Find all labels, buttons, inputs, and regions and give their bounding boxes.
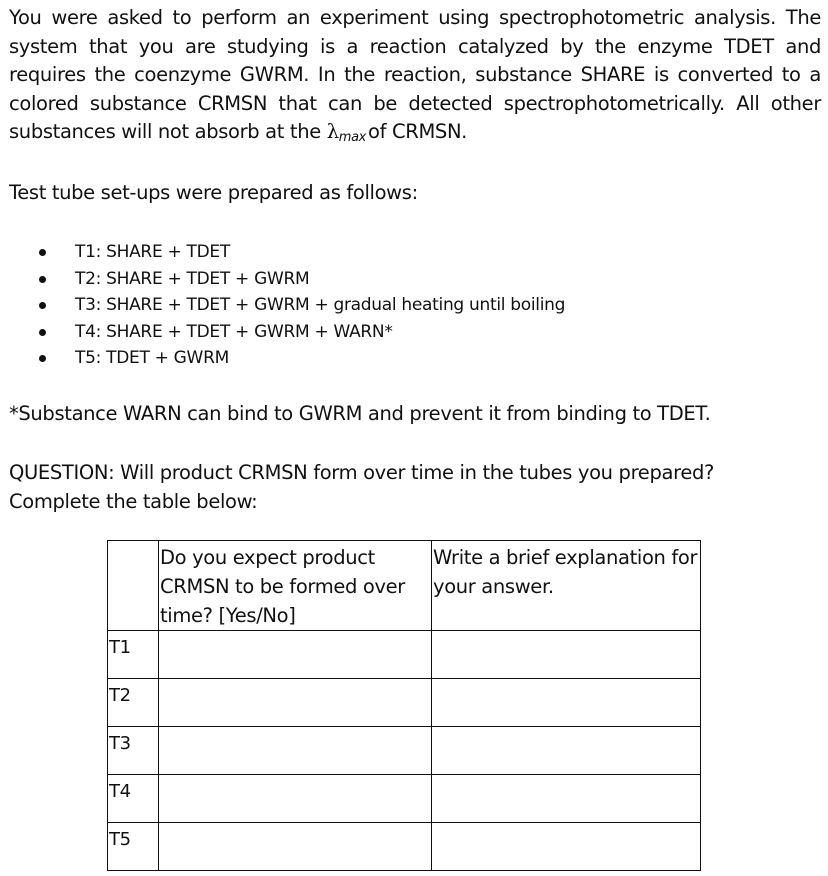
- bullet-icon: [39, 355, 46, 362]
- tube-item: [9, 266, 565, 293]
- row-label-cell: [108, 727, 159, 775]
- explanation-answer-cell[interactable]: [432, 727, 701, 775]
- question: [9, 458, 714, 516]
- bullet-icon: [39, 302, 46, 309]
- explanation-answer-cell[interactable]: [432, 823, 701, 871]
- tube-list: [9, 239, 565, 372]
- table-header-row: [108, 541, 701, 631]
- expect-answer-cell[interactable]: [159, 823, 432, 871]
- expect-answer-cell[interactable]: [159, 775, 432, 823]
- table-row: [108, 823, 701, 871]
- tube-item: [9, 345, 565, 372]
- row-label: T2: [109, 685, 131, 706]
- header-empty-cell: [108, 541, 159, 631]
- tube-text: T3: SHARE + TDET + GWRM + gradual heating until boiling: [75, 295, 566, 315]
- row-label-cell: [108, 823, 159, 871]
- table-row: [108, 775, 701, 823]
- tube-text: T2: SHARE + TDET + GWRM: [75, 268, 310, 289]
- row-label: T4: [109, 781, 131, 802]
- row-label: T3: [109, 733, 131, 754]
- row-label: T1: [109, 637, 131, 658]
- tube-text: T1: SHARE + TDET: [75, 242, 230, 262]
- setup-heading: Test tube set-ups were prepared as follows:: [9, 181, 418, 204]
- table-row: [108, 631, 701, 679]
- question-instruction: Complete the table below:: [9, 490, 258, 513]
- tube-text: T5: TDET + GWRM: [75, 348, 229, 368]
- bullet-icon: [39, 249, 46, 256]
- tube-item: [9, 319, 565, 346]
- expect-answer-cell[interactable]: [159, 679, 432, 727]
- intro-text-end: of CRMSN.: [368, 120, 468, 144]
- lambda-symbol: λ: [326, 120, 339, 144]
- row-label-cell: [108, 631, 159, 679]
- question-line: QUESTION: Will product CRMSN form over time in the tubes you prepared?: [9, 461, 714, 484]
- row-label-cell: [108, 679, 159, 727]
- header-expect-text: Do you expect product CRMSN to be formed over time? [Yes/No]: [160, 546, 405, 627]
- footnote: *Substance WARN can bind to GWRM and prevent it from binding to TDET.: [9, 402, 711, 425]
- answer-table: [107, 540, 701, 871]
- table-row: [108, 727, 701, 775]
- explanation-answer-cell[interactable]: [432, 775, 701, 823]
- explanation-answer-cell[interactable]: [432, 679, 701, 727]
- intro-text: You were asked to perform an experiment using spectrophotometric analysis. The system that you are studying is a reaction catalyzed by the enzyme TDET and requires the coenzyme GWRM. In the reaction, substance SHARE is converted to a colored substance CRMSN that can be detected spectrophotometrically. All other substances will not absorb at the: [9, 6, 821, 144]
- header-explain-cell: [432, 541, 701, 631]
- explanation-answer-cell[interactable]: [432, 631, 701, 679]
- bullet-icon: [39, 276, 46, 283]
- lambda-subscript: max: [338, 130, 367, 146]
- expect-answer-cell[interactable]: [159, 631, 432, 679]
- intro-paragraph: [9, 4, 821, 153]
- row-label: T5: [109, 829, 131, 850]
- tube-item: [9, 292, 565, 319]
- document: [9, 4, 821, 513]
- expect-answer-cell[interactable]: [159, 727, 432, 775]
- tube-item: [9, 239, 565, 266]
- table-row: [108, 679, 701, 727]
- tube-text: T4: SHARE + TDET + GWRM + WARN*: [75, 321, 393, 342]
- header-explain-text: Write a brief explanation for your answer.: [433, 546, 698, 598]
- bullet-icon: [39, 329, 46, 336]
- row-label-cell: [108, 775, 159, 823]
- header-expect-cell: [159, 541, 432, 631]
